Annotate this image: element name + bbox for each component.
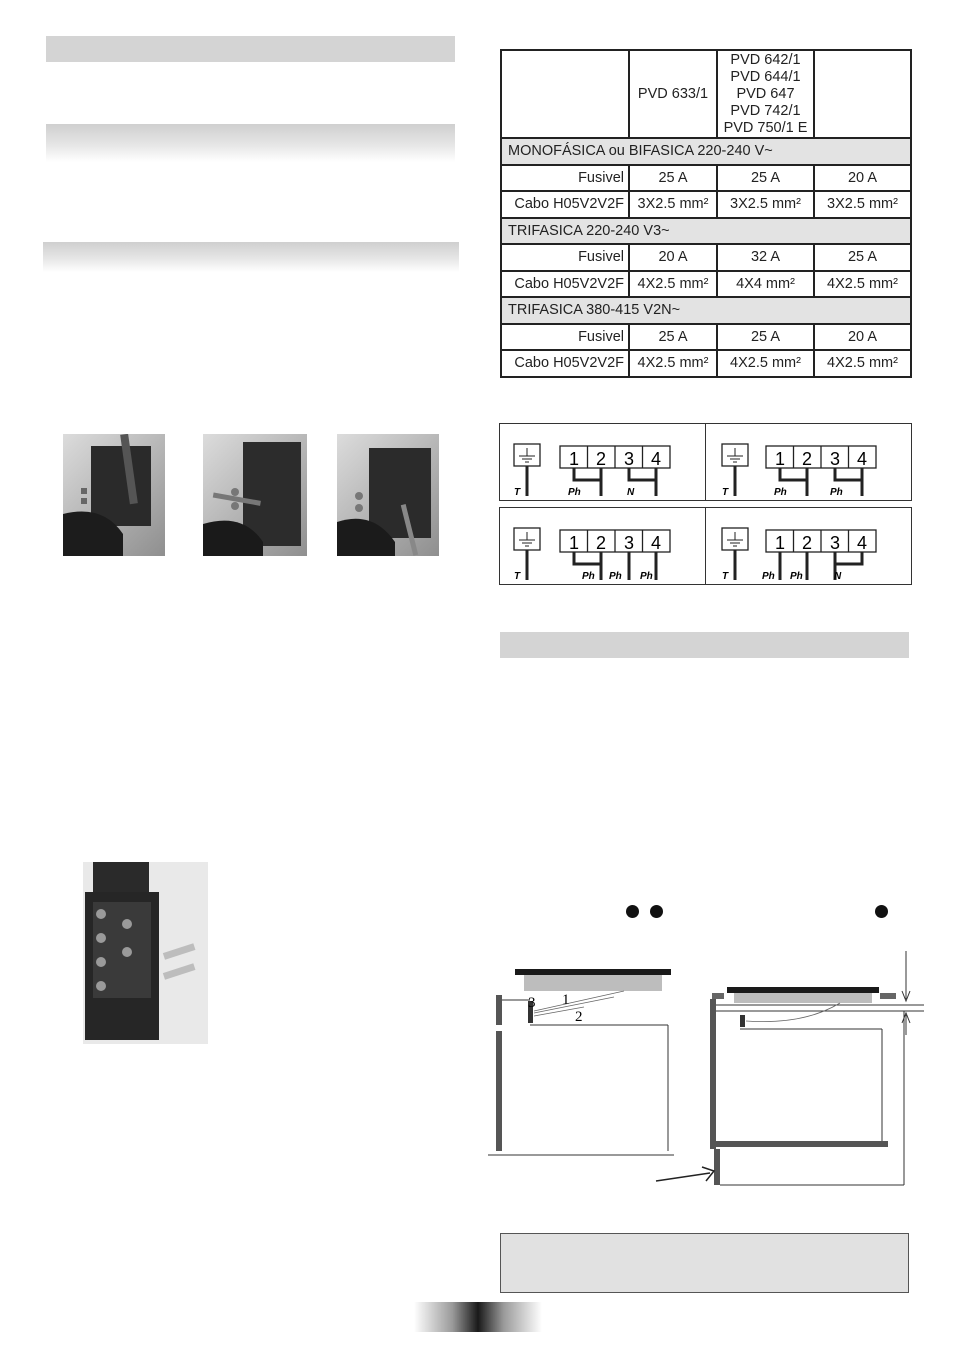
wire-label: Ph: [568, 487, 581, 498]
table-cell: 4X2.5 mm²: [717, 350, 814, 377]
table-row: [501, 191, 911, 218]
marker-dot: [626, 905, 639, 918]
table-cell: 3X2.5 mm²: [629, 191, 717, 218]
section-title: MONOFÁSICA ou BIFASICA 220-240 V~: [501, 138, 911, 165]
model-name: PVD 644/1: [730, 68, 801, 85]
table-row: [501, 324, 911, 351]
header-model-col-2: [717, 50, 814, 138]
section-header-bar-2: [46, 124, 455, 162]
table-cell: 20 A: [814, 165, 911, 192]
marker-dot: [875, 905, 888, 918]
table-cell: 25 A: [717, 165, 814, 192]
table-row: [501, 165, 911, 192]
table-cell: 20 A: [814, 324, 911, 351]
terminal-number: 4: [856, 449, 868, 469]
section-row: [501, 138, 911, 165]
section-row: [501, 297, 911, 324]
terminal-number: 1: [774, 533, 786, 553]
table-header-row: [501, 50, 911, 138]
table-cell: 3X2.5 mm²: [814, 191, 911, 218]
wire-label: Ph: [762, 571, 775, 582]
callout-number: 1: [562, 992, 570, 1008]
table-cell: 4X2.5 mm²: [629, 271, 717, 298]
table-cell: 4X4 mm²: [717, 271, 814, 298]
row-label: Cabo H05V2V2F: [501, 191, 629, 218]
section-row: [501, 218, 911, 245]
note-box: [500, 1233, 909, 1293]
model-name: PVD 750/1 E: [723, 119, 808, 136]
row-label: Fusivel: [501, 244, 629, 271]
table-cell: 25 A: [629, 324, 717, 351]
terminal-number: 4: [650, 533, 662, 553]
section-header-bar-4: [500, 632, 909, 658]
row-label: Fusivel: [501, 165, 629, 192]
terminal-number: 3: [829, 449, 841, 469]
section-header-bar-3: [43, 242, 459, 272]
callout-number: 2: [575, 1009, 583, 1025]
terminal-number: 1: [774, 449, 786, 469]
section-title: TRIFASICA 220-240 V3~: [501, 218, 911, 245]
wire-label: Ph: [774, 487, 787, 498]
header-model-col-3: [814, 50, 911, 138]
header-empty-cell: [501, 50, 629, 138]
earth-label: T: [514, 487, 521, 498]
page-number-bar: [414, 1302, 542, 1332]
wire-label: Ph: [609, 571, 622, 582]
terminal-number: 3: [829, 533, 841, 553]
table-cell: 20 A: [629, 244, 717, 271]
row-label: Cabo H05V2V2F: [501, 271, 629, 298]
terminal-photo-3: [337, 434, 439, 556]
table-cell: 4X2.5 mm²: [814, 350, 911, 377]
marker-dot: [650, 905, 663, 918]
terminal-number: 2: [801, 449, 813, 469]
wire-label: N: [627, 487, 635, 498]
countertop-section-right: [656, 951, 924, 1185]
table-cell: 25 A: [717, 324, 814, 351]
terminal-photo-2: [203, 434, 307, 556]
row-label: Fusivel: [501, 324, 629, 351]
table-cell: 32 A: [717, 244, 814, 271]
table-cell: 25 A: [814, 244, 911, 271]
fuse-cable-spec-table: [500, 49, 912, 378]
model-name: PVD 633/1: [637, 85, 709, 102]
earth-label: T: [514, 571, 521, 582]
table-row: [501, 350, 911, 377]
terminal-number: 2: [595, 533, 607, 553]
table-cell: 3X2.5 mm²: [717, 191, 814, 218]
callout-number: 3: [528, 995, 536, 1011]
terminal-number: 4: [650, 449, 662, 469]
wire-label: Ph: [582, 571, 595, 582]
wiring-diagram-2: [705, 423, 912, 501]
terminal-number: 1: [568, 449, 580, 469]
terminal-photo-1: [63, 434, 165, 556]
earth-label: T: [722, 487, 729, 498]
wiring-diagram-4: [705, 507, 912, 585]
wire-label: Ph: [830, 487, 843, 498]
model-name: PVD 642/1: [730, 51, 801, 68]
installation-diagram: [484, 945, 924, 1195]
section-header-bar-1: [46, 36, 455, 62]
terminal-number: 3: [623, 449, 635, 469]
wire-label: Ph: [640, 571, 653, 582]
table-cell: 25 A: [629, 165, 717, 192]
model-name: PVD 647: [736, 85, 795, 102]
section-title: TRIFASICA 380-415 V2N~: [501, 297, 911, 324]
header-model-col-1: [629, 50, 717, 138]
countertop-section-left: [488, 969, 674, 1155]
terminal-number: 2: [595, 449, 607, 469]
row-label: Cabo H05V2V2F: [501, 350, 629, 377]
table-cell: 4X2.5 mm²: [629, 350, 717, 377]
earth-label: T: [722, 571, 729, 582]
table-row: [501, 244, 911, 271]
table-row: [501, 271, 911, 298]
wiring-diagram-3: [499, 507, 706, 585]
terminal-box-photo: [83, 862, 208, 1044]
model-name: PVD 742/1: [730, 102, 801, 119]
terminal-number: 1: [568, 533, 580, 553]
table-cell: 4X2.5 mm²: [814, 271, 911, 298]
wire-label: Ph: [790, 571, 803, 582]
terminal-number: 2: [801, 533, 813, 553]
wire-label: N: [834, 571, 842, 582]
wiring-diagram-1: [499, 423, 706, 501]
terminal-number: 4: [856, 533, 868, 553]
terminal-number: 3: [623, 533, 635, 553]
